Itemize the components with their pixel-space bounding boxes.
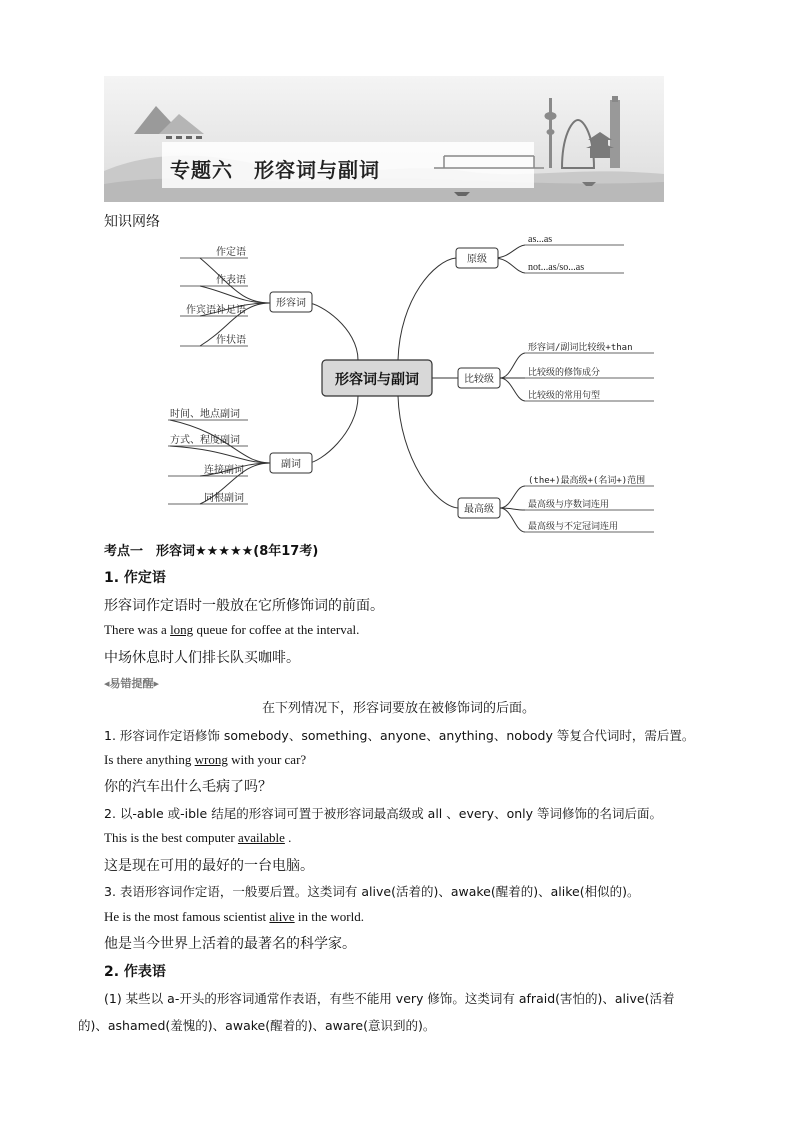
warning-point-3: 3. 表语形容词作定语，一般要后置。这类词有 alive(活着的)、awake(醒着的)、alike(相似的)。 <box>104 884 640 899</box>
mindmap-positive-item: as...as <box>528 234 553 245</box>
mindmap-node-adj-label: 形容词 <box>276 298 306 309</box>
section-2-paragraph-line-2: 的)、ashamed(羞愧的)、awake(醒着的)、aware(意识到的)。 <box>78 1018 436 1033</box>
mindmap-superlative-item: (the+)最高级+(名词+)范围 <box>528 476 646 486</box>
knowledge-mindmap <box>160 228 660 538</box>
mindmap-comparative-item: 比较级的修饰成分 <box>528 368 601 378</box>
section-1-heading: 1. 作定语 <box>104 570 166 586</box>
mindmap-comparative-item: 形容词/副词比较级+than <box>528 343 633 353</box>
warning-point-3-example: He is the most famous scientist alive in the world. <box>104 909 364 924</box>
page-title: 专题六 形容词与副词 <box>170 158 380 182</box>
warning-point-3-translation: 他是当今世界上活着的最著名的科学家。 <box>104 936 356 952</box>
mindmap-superlative-item: 最高级与不定冠词连用 <box>528 522 619 532</box>
mindmap-node-superlative-label: 最高级 <box>464 504 494 515</box>
warning-point-1: 1. 形容词作定语修饰 somebody、something、anyone、anything、nobody 等复合代词时，需后置。 <box>104 728 695 743</box>
mindmap-center-label: 形容词与副词 <box>335 372 419 388</box>
kaodian-heading: 考点一 形容词★★★★★(8年17考) <box>104 544 319 559</box>
warning-point-1-example: Is there anything wrong with your car? <box>104 752 307 767</box>
mindmap-positive-item: not...as/so...as <box>528 262 585 273</box>
mindmap-adv-item: 同根副词 <box>204 493 244 504</box>
mindmap-comparative-item: 比较级的常用句型 <box>528 391 601 401</box>
warning-point-1-translation: 你的汽车出什么毛病了吗？ <box>104 779 272 795</box>
section-1-rule: 形容词作定语时一般放在它所修饰词的前面。 <box>104 598 384 614</box>
mindmap-adj-item: 作定语 <box>216 247 246 258</box>
header-banner <box>104 76 664 202</box>
mindmap-adv-item: 方式、程度副词 <box>170 435 240 446</box>
mindmap-node-positive-label: 原级 <box>467 254 487 265</box>
section-2-heading: 2. 作表语 <box>104 964 166 980</box>
mindmap-node-adv-label: 副词 <box>281 459 301 470</box>
mindmap-adj-item: 作表语 <box>216 275 246 286</box>
warning-point-2-example: This is the best computer available . <box>104 830 292 845</box>
mindmap-adj-item: 作状语 <box>216 335 246 346</box>
mindmap-node-comparative-label: 比较级 <box>464 374 494 385</box>
warning-point-2-translation: 这是现在可用的最好的一台电脑。 <box>104 858 314 874</box>
warning-label: ◂易错提醒▸ <box>104 677 160 690</box>
mindmap-adj-item: 作宾语补足语 <box>186 305 246 316</box>
mindmap-adv-item: 连接副词 <box>204 465 244 476</box>
section-2-paragraph-line-1: (1) 某些以 a-开头的形容词通常作表语，有些不能用 very 修饰。这类词有 afraid(害怕的)、alive(活着 <box>104 991 675 1006</box>
warning-point-2: 2. 以-able 或-ible 结尾的形容词可置于被形容词最高级或 all 、every、only 等词修饰的名词后面。 <box>104 806 662 821</box>
section-1-example: There was a long queue for coffee at the interval. <box>104 622 360 637</box>
warning-intro: 在下列情况下，形容词要放在被修饰词的后面。 <box>262 701 536 716</box>
banner-landscape-illustration <box>104 76 664 202</box>
mindmap-adv-item: 时间、地点副词 <box>170 409 240 420</box>
section-1-example-translation: 中场休息时人们排长队买咖啡。 <box>104 650 300 666</box>
mindmap-superlative-item: 最高级与序数词连用 <box>528 500 610 510</box>
section-label: 知识网络 <box>104 214 160 230</box>
